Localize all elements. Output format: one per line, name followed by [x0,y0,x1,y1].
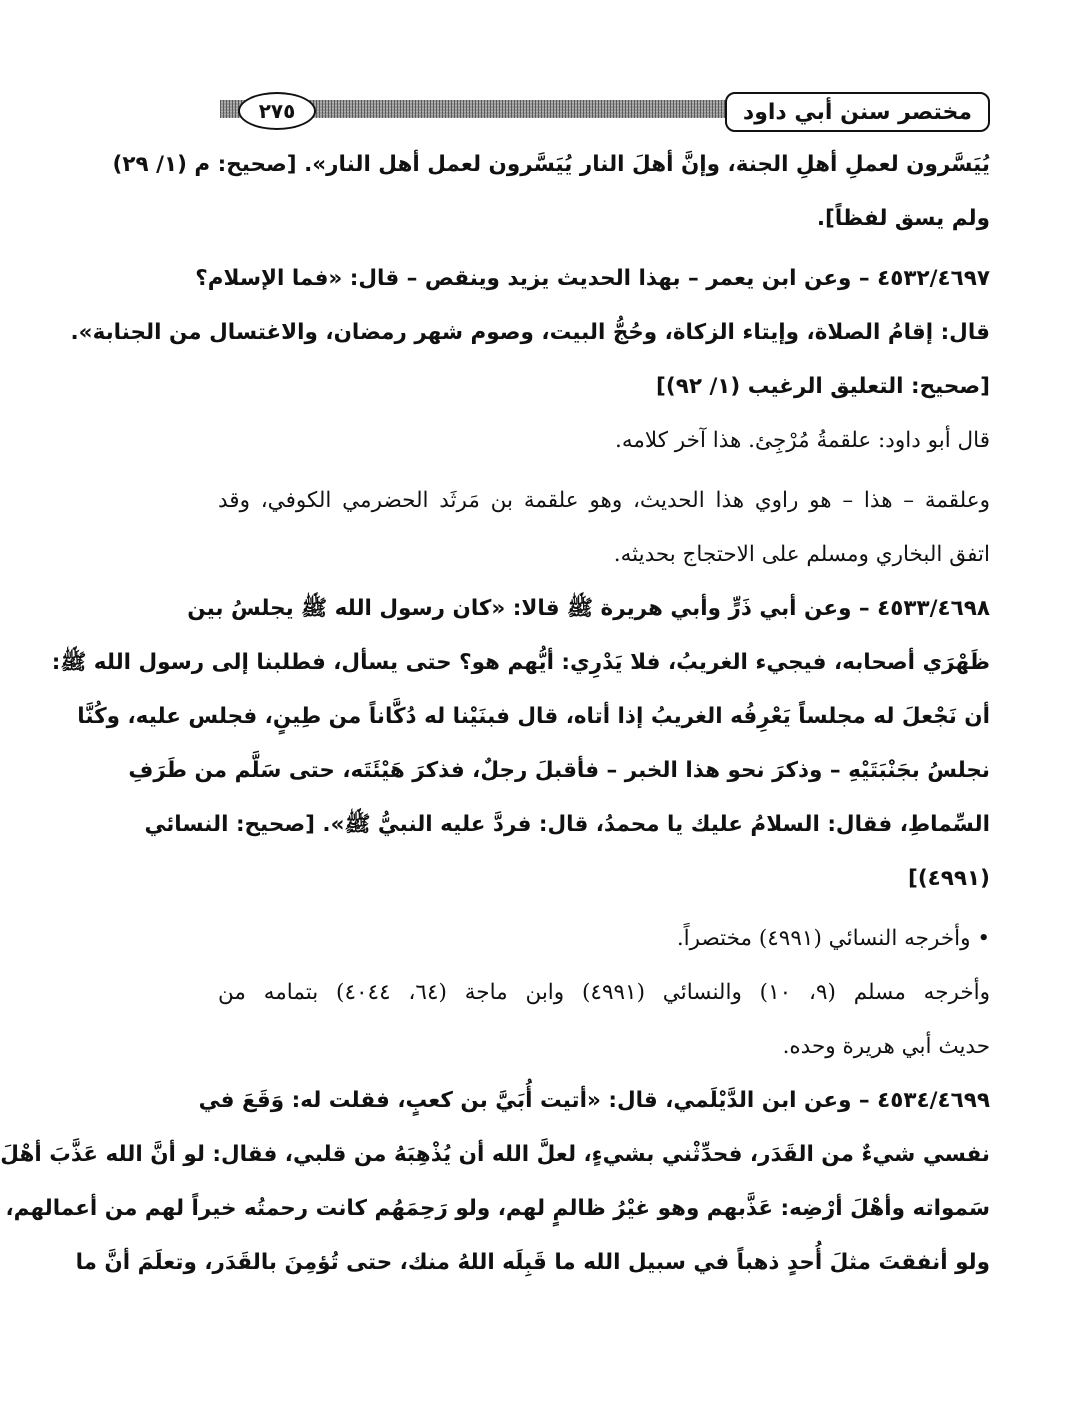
page-body [0,138,991,1290]
commentary-line: وعلقمة – هذا – هو راوي هذا الحديث، وهو علقمة بن مَرثَد الحضرمي الكوفي، وقد [218,488,990,513]
commentary-line: وأخرجه مسلم (٩، ١٠) والنسائي (٤٩٩١) وابن ماجة (٦٤، ٤٠٤٤) بتمامه من [218,980,991,1005]
text-line: سَمواته وأهْلَ أرْضِه: عَذَّبهم وهو غيْرُ ظالمٍ لهم، ولو رَحِمَهُم كانت رحمتُه خيراً لهم من أعمالهم، [5,1196,990,1221]
hadith-4698-line: ٤٥٣٣/٤٦٩٨ – وعن أبي ذَرٍّ وأبي هريرة ﷺ قالا: «كان رسول الله ﷺ يجلسُ بين [187,596,990,621]
text-line: السِّماطِ، فقال: السلامُ عليك يا محمدُ، قال: فردَّ عليه النبيُّ ﷺ». [صحيح: النسائي [144,812,990,837]
text-line: نفسي شيءٌ من القَدَر، فحدِّثْني بشيءٍ، لعلَّ الله أن يُذْهِبَهُ من قلبي، فقال: لو أنَّ الله عَذَّبَ أهْلَ [0,1142,990,1167]
text-line: نجلسُ بجَنْبَتَيْهِ – وذكرَ نحو هذا الخبر – فأقبلَ رجلٌ، فذكرَ هَيْئَتَه، حتى سَلَّم من طَرَفِ [128,758,990,783]
commentary-line: قال أبو داود: علقمةُ مُرْجِئ. هذا آخر كلامه. [615,428,990,453]
text-line: ظَهْرَي أصحابه، فيجيء الغريبُ، فلا يَدْرِي: أيُّهم هو؟ حتى يسأل، فطلبنا إلى رسول الله ﷺ: [51,650,990,675]
grading-line: (٤٩٩١)] [908,866,990,891]
text-line: قال: إقامُ الصلاة، وإيتاء الزكاة، وحُجُّ البيت، وصوم شهر رمضان، والاغتسال من الجنابة». [70,320,990,345]
text-line: ولم يسق لفظاً]. [816,206,990,231]
book-title: مختصر سنن أبي داود [725,92,990,132]
grading-line: [صحيح: التعليق الرغيب (١/ ٩٢)] [656,374,990,399]
text-line: يُيَسَّرون لعملِ أهلِ الجنة، وإنَّ أهلَ النار يُيَسَّرون لعمل أهل النار». [صحيح: م (١/ ٢٩) [112,152,990,177]
commentary-line: حديث أبي هريرة وحده. [782,1034,990,1059]
text-line: ولو أنفقتَ مثلَ أُحدٍ ذهباً في سبيل الله ما قَبِلَه اللهُ منك، حتى تُؤمِنَ بالقَدَر، وتعلَمَ أنَّ ما [75,1250,990,1275]
text-line: أن نَجْعلَ له مجلساً يَعْرِفُه الغريبُ إذا أتاه، قال فبنَيْنا له دُكَّاناً من طِينٍ، فجلس عليه، وكُنَّا [77,704,990,729]
running-header [220,92,990,134]
page-number: ٢٧٥ [238,92,316,130]
hadith-4699-line: ٤٥٣٤/٤٦٩٩ – وعن ابن الدَّيْلَمي، قال: «أتيت أُبَيَّ بن كعبٍ، فقلت له: وَقَعَ في [198,1088,990,1113]
hadith-4697-line: ٤٥٣٢/٤٦٩٧ – وعن ابن يعمر – بهذا الحديث يزيد وينقص – قال: «فما الإسلام؟ [195,266,990,291]
commentary-line: اتفق البخاري ومسلم على الاحتجاج بحديثه. [613,542,990,567]
commentary-line: • وأخرجه النسائي (٤٩٩١) مختصراً. [676,926,990,951]
